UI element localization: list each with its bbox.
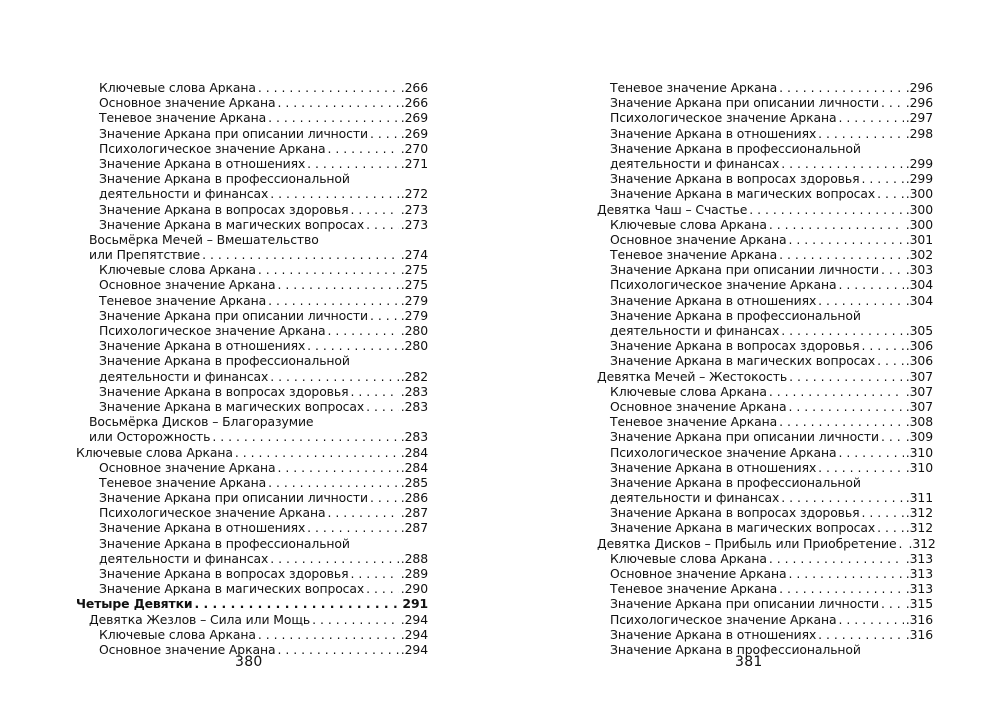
toc-entry-title: Психологическое значение Аркана [99, 140, 326, 156]
toc-entry [76, 475, 428, 490]
toc-entry-page: .275 [400, 262, 428, 278]
dot-leader [781, 156, 904, 171]
toc-entry [76, 505, 428, 520]
toc-entry-page: .299 [905, 155, 933, 171]
toc-entry-title: Ключевые слова Аркана [76, 444, 233, 460]
dot-leader [877, 353, 904, 368]
toc-entry-page: .298 [905, 125, 933, 141]
toc-entry [76, 277, 428, 292]
toc-entry-title: Значение Аркана в магических вопросах [610, 186, 876, 202]
toc-entry-title: Значение Аркана при описании личности [610, 95, 879, 111]
toc-entry [597, 581, 933, 596]
toc-entry [76, 232, 428, 247]
toc-entry-page: .310 [905, 459, 933, 475]
toc-entry-title: или Осторожность [89, 429, 211, 445]
toc-entry [597, 475, 933, 490]
toc-entry-page: .283 [400, 398, 428, 414]
toc-entry [76, 95, 428, 110]
toc-entry-title: Ключевые слова Аркана [99, 626, 256, 642]
toc-entry-title: Значение Аркана при описании личности [99, 490, 368, 506]
dot-leader [258, 627, 399, 642]
toc-entry-title: Теневое значение Аркана [610, 581, 778, 597]
toc-entry-page: .290 [400, 581, 428, 597]
toc-entry-page: .284 [400, 444, 428, 460]
toc-entry-title: Значение Аркана в профессиональной [610, 641, 861, 657]
toc-entry [76, 217, 428, 232]
toc-entry [76, 202, 428, 217]
toc-entry-page: .279 [400, 307, 428, 323]
toc-entry-page: .315 [905, 596, 933, 612]
toc-entry [597, 247, 933, 262]
toc-entry-page: .294 [400, 641, 428, 657]
toc-entry-title: Значение Аркана в вопросах здоровья [99, 201, 349, 217]
toc-entry-page: .287 [400, 520, 428, 536]
toc-entry-page: .299 [905, 171, 933, 187]
toc-entry-title: Значение Аркана в профессиональной [99, 171, 350, 187]
toc-entry-title: Значение Аркана в магических вопросах [99, 398, 365, 414]
toc-entry [76, 338, 428, 353]
dot-leader [839, 110, 904, 125]
toc-entry-page: .296 [905, 95, 933, 111]
toc-entry-page: .266 [400, 80, 428, 95]
dot-leader [370, 308, 399, 323]
toc-entry-page: .307 [905, 398, 933, 414]
dot-leader [877, 186, 904, 201]
toc-entry-title: Теневое значение Аркана [610, 247, 778, 263]
dot-leader [366, 217, 399, 232]
toc-entry-page: .282 [400, 368, 428, 384]
toc-entry-page: .294 [400, 611, 428, 627]
toc-entry-title: Значение Аркана в вопросах здоровья [610, 171, 860, 187]
toc-entry-page: .285 [400, 474, 428, 490]
toc-entry-page: .296 [905, 80, 933, 95]
dot-leader [277, 277, 398, 292]
toc-entry-title: Ключевые слова Аркана [99, 262, 256, 278]
left-page-number: 380 [235, 654, 263, 670]
toc-entry [597, 566, 933, 581]
toc-entry [76, 520, 428, 535]
dot-leader [277, 95, 398, 110]
toc-entry-page: .274 [400, 247, 428, 263]
toc-entry-title: Значение Аркана в отношениях [610, 626, 817, 642]
toc-entry-page: .302 [905, 247, 933, 263]
toc-entry [597, 95, 933, 110]
toc-entry-title: Основное значение Аркана [99, 641, 276, 657]
toc-entry-title: Основное значение Аркана [99, 95, 276, 111]
toc-entry-page: .269 [400, 110, 428, 126]
dot-leader [839, 445, 904, 460]
dot-leader [350, 566, 398, 581]
toc-entry-title: Ключевые слова Аркана [610, 216, 767, 232]
toc-entry [597, 308, 933, 323]
toc-entry-title: Значение Аркана в профессиональной [610, 307, 861, 323]
dot-leader [749, 202, 904, 217]
toc-entry-title: Значение Аркана в отношениях [99, 520, 306, 536]
toc-entry-page: .313 [905, 581, 933, 597]
toc-entry-page: .300 [905, 216, 933, 232]
dot-leader [366, 399, 399, 414]
dot-leader [328, 505, 399, 520]
toc-entry [76, 369, 428, 384]
dot-leader [788, 566, 903, 581]
toc-entry [76, 323, 428, 338]
toc-entry-page: .275 [400, 277, 428, 293]
dot-leader [328, 141, 399, 156]
right-toc-list [597, 80, 936, 657]
dot-leader [277, 460, 398, 475]
toc-entry-page: .316 [905, 611, 933, 627]
dot-leader [328, 323, 399, 338]
toc-entry-page: .266 [400, 95, 428, 111]
toc-entry [76, 80, 428, 95]
toc-entry [597, 460, 933, 475]
toc-entry [597, 110, 933, 125]
toc-entry [597, 642, 933, 657]
toc-entry-title: Девятка Чаш – Счастье [597, 201, 748, 217]
dot-leader [258, 262, 399, 277]
toc-entry-page: .312 [905, 520, 933, 536]
toc-entry [597, 262, 933, 277]
toc-entry [597, 612, 933, 627]
toc-entry-page: .316 [905, 626, 933, 642]
toc-entry-title: Девятка Дисков – Прибыль или Приобретение [597, 535, 897, 551]
dot-leader [370, 490, 399, 505]
dot-leader [779, 581, 904, 596]
dot-leader [788, 399, 903, 414]
toc-entry-title: деятельности и финансах [99, 368, 269, 384]
toc-entry [76, 186, 428, 201]
toc-entry [597, 551, 933, 566]
toc-entry [76, 141, 428, 156]
toc-entry-title: Значение Аркана в магических вопросах [610, 353, 876, 369]
toc-entry [597, 627, 933, 642]
toc-entry-page: .309 [905, 429, 933, 445]
toc-entry [597, 277, 933, 292]
toc-entry [597, 338, 933, 353]
toc-entry-title: Теневое значение Аркана [99, 110, 267, 126]
toc-entry [76, 353, 428, 368]
toc-entry-title: Теневое значение Аркана [610, 80, 778, 95]
toc-entry-page: .289 [400, 566, 428, 581]
toc-entry-page: .300 [905, 186, 933, 202]
toc-entry-page: .283 [400, 429, 428, 445]
toc-entry-title: Значение Аркана при описании личности [610, 429, 879, 445]
dot-leader [839, 277, 904, 292]
toc-entry [597, 384, 933, 399]
dot-leader [818, 627, 904, 642]
toc-entry-title: Значение Аркана в магических вопросах [99, 581, 365, 597]
dot-leader [788, 232, 903, 247]
toc-entry-page: .287 [400, 505, 428, 521]
toc-entry-page: 291 [402, 596, 428, 612]
toc-entry [597, 535, 936, 551]
right-page [597, 80, 936, 657]
toc-entry [76, 414, 428, 429]
toc-entry-title: Психологическое значение Аркана [99, 323, 326, 338]
toc-entry [597, 445, 933, 460]
toc-entry-title: деятельности и финансах [610, 490, 780, 506]
toc-entry [597, 232, 933, 247]
toc-entry-page: .269 [400, 125, 428, 141]
toc-entry [76, 627, 428, 642]
toc-entry [597, 399, 933, 414]
toc-entry [597, 429, 933, 444]
dot-leader [769, 551, 904, 566]
toc-entry-page: .283 [400, 383, 428, 399]
dot-leader [307, 338, 399, 353]
dot-leader [769, 217, 904, 232]
toc-entry-title: Теневое значение Аркана [99, 474, 267, 490]
toc-entry-title: Восьмёрка Дисков – Благоразумие [89, 414, 314, 430]
toc-entry-title: Значение Аркана в отношениях [610, 292, 817, 308]
toc-entry-title: Значение Аркана в вопросах здоровья [99, 566, 349, 581]
toc-entry-title: Основное значение Аркана [610, 398, 787, 414]
toc-entry-title: Ключевые слова Аркана [610, 383, 767, 399]
toc-entry-title: Психологическое значение Аркана [610, 110, 837, 126]
dot-leader [235, 445, 399, 460]
dot-leader [769, 384, 904, 399]
toc-entry-page: .280 [400, 338, 428, 354]
toc-entry-page: .313 [905, 566, 933, 581]
toc-entry [76, 445, 428, 460]
dot-leader [839, 612, 904, 627]
toc-entry [76, 293, 428, 308]
dot-leader [268, 293, 399, 308]
dot-leader [270, 186, 399, 201]
toc-entry-page: .303 [905, 262, 933, 278]
toc-entry-page: .308 [905, 414, 933, 430]
dot-leader [877, 520, 904, 535]
toc-entry-title: Значение Аркана в отношениях [610, 125, 817, 141]
toc-entry [76, 551, 428, 566]
toc-entry-title: Значение Аркана в вопросах здоровья [610, 338, 860, 354]
toc-entry-title: Ключевые слова Аркана [610, 550, 767, 566]
toc-entry [597, 80, 933, 95]
dot-leader [370, 126, 399, 141]
dot-leader [212, 429, 398, 444]
toc-entry-page: .306 [905, 338, 933, 354]
toc-entry-title: Значение Аркана при описании личности [610, 596, 879, 612]
toc-entry [76, 308, 428, 323]
toc-entry [597, 156, 933, 171]
dot-leader [270, 369, 399, 384]
toc-entry-title: Значение Аркана при описании личности [99, 307, 368, 323]
toc-entry-title: Значение Аркана в профессиональной [99, 535, 350, 551]
dot-leader [861, 505, 903, 520]
toc-entry-title: Значение Аркана в вопросах здоровья [610, 505, 860, 521]
toc-entry-title: Значение Аркана в магических вопросах [610, 520, 876, 536]
dot-leader [277, 642, 398, 657]
toc-entry-page: .286 [400, 490, 428, 506]
dot-leader [881, 596, 904, 611]
toc-entry-page: .270 [400, 140, 428, 156]
dot-leader [781, 323, 904, 338]
toc-entry-page: .306 [905, 353, 933, 369]
toc-entry-title: деятельности и финансах [99, 186, 269, 202]
toc-entry-page: .297 [905, 110, 933, 126]
toc-entry-page: .312 [905, 505, 933, 521]
toc-entry-title: деятельности и финансах [610, 155, 780, 171]
toc-entry-title: Психологическое значение Аркана [99, 505, 326, 521]
toc-entry-page: .313 [905, 550, 933, 566]
dot-leader [779, 80, 904, 95]
left-toc-list [76, 80, 428, 657]
toc-entry [597, 369, 933, 384]
toc-chapter [76, 596, 428, 611]
toc-entry [76, 612, 428, 627]
toc-entry-page: .307 [905, 383, 933, 399]
toc-entry-page: .280 [400, 323, 428, 338]
toc-entry-title: Значение Аркана в магических вопросах [99, 216, 365, 232]
toc-entry [76, 384, 428, 399]
toc-entry [597, 520, 933, 535]
toc-entry-title: Значение Аркана в отношениях [610, 459, 817, 475]
toc-entry-page: .273 [400, 216, 428, 232]
toc-entry [76, 581, 428, 596]
dot-leader [268, 110, 399, 125]
toc-entry [597, 323, 933, 338]
toc-entry [597, 186, 933, 201]
toc-entry-page: .311 [905, 490, 933, 506]
toc-entry [597, 217, 933, 232]
toc-entry [597, 596, 933, 611]
toc-entry-page: .310 [905, 444, 933, 460]
toc-entry-title: Значение Аркана в профессиональной [610, 474, 861, 490]
toc-entry-title: Психологическое значение Аркана [610, 611, 837, 627]
toc-entry-title: Теневое значение Аркана [99, 292, 267, 308]
toc-entry [597, 202, 933, 217]
dot-leader [818, 126, 904, 141]
toc-entry-title: деятельности и финансах [99, 550, 269, 566]
dot-leader [861, 338, 903, 353]
toc-entry-title: Основное значение Аркана [610, 566, 787, 581]
toc-entry [76, 110, 428, 125]
toc-entry-page: .307 [905, 368, 933, 384]
dot-leader [312, 612, 399, 627]
toc-entry [76, 171, 428, 186]
toc-entry-title: Девятка Мечей – Жестокость [597, 368, 788, 384]
toc-entry [597, 414, 933, 429]
dot-leader [881, 95, 904, 110]
toc-entry-page: .271 [400, 155, 428, 171]
toc-entry [76, 429, 428, 444]
toc-entry-page: .272 [400, 186, 428, 202]
toc-entry-title: Психологическое значение Аркана [610, 444, 837, 460]
dot-leader [779, 414, 904, 429]
dot-leader [899, 536, 907, 551]
dot-leader [350, 384, 398, 399]
toc-entry-page: .300 [905, 201, 933, 217]
toc-entry-title: Четыре Девятки [76, 596, 193, 612]
toc-entry-title: Значение Аркана при описании личности [610, 262, 879, 278]
dot-leader [781, 490, 904, 505]
toc-entry-page: .304 [905, 277, 933, 293]
dot-leader [366, 581, 399, 596]
toc-entry-title: Основное значение Аркана [99, 459, 276, 475]
toc-entry-title: Основное значение Аркана [610, 231, 787, 247]
toc-entry-page: .273 [400, 201, 428, 217]
toc-entry [76, 460, 428, 475]
toc-entry-title: Теневое значение Аркана [610, 414, 778, 430]
toc-entry-title: Восьмёрка Мечей – Вмешательство [89, 231, 319, 247]
toc-entry [76, 262, 428, 277]
toc-entry-page: .305 [905, 323, 933, 338]
toc-entry-page: .294 [400, 626, 428, 642]
dot-leader [258, 80, 399, 95]
toc-entry-title: Значение Аркана в профессиональной [99, 353, 350, 369]
toc-entry [76, 536, 428, 551]
toc-entry-title: Значение Аркана при описании личности [99, 125, 368, 141]
toc-entry-page: .301 [905, 231, 933, 247]
dot-leader [307, 520, 399, 535]
toc-entry-page: .279 [400, 292, 428, 308]
toc-entry-page: .304 [905, 292, 933, 308]
toc-entry-page: .312 [908, 535, 936, 551]
toc-entry-title: деятельности и финансах [610, 323, 780, 338]
dot-leader [881, 429, 904, 444]
toc-entry [76, 490, 428, 505]
toc-entry [597, 293, 933, 308]
toc-entry [597, 126, 933, 141]
toc-entry [76, 156, 428, 171]
toc-entry-page: .288 [400, 550, 428, 566]
toc-entry-title: Значение Аркана в профессиональной [610, 140, 861, 156]
dot-leader [818, 460, 904, 475]
toc-entry [76, 126, 428, 141]
left-page [76, 80, 428, 657]
toc-entry-title: Психологическое значение Аркана [610, 277, 837, 293]
toc-entry-title: Значение Аркана в отношениях [99, 338, 306, 354]
dot-leader [789, 369, 904, 384]
toc-entry-title: Значение Аркана в вопросах здоровья [99, 383, 349, 399]
dot-leader [307, 156, 399, 171]
toc-entry [76, 566, 428, 581]
dot-leader [268, 475, 399, 490]
dot-leader [818, 293, 904, 308]
toc-entry [597, 141, 933, 156]
dot-leader [350, 202, 398, 217]
toc-entry [76, 399, 428, 414]
dot-leader [861, 171, 903, 186]
toc-entry-title: Девятка Жезлов – Сила или Мощь [89, 611, 311, 627]
toc-entry [597, 505, 933, 520]
dot-leader [270, 551, 399, 566]
toc-entry [597, 490, 933, 505]
dot-leader [881, 262, 904, 277]
toc-entry [597, 353, 933, 368]
toc-entry [76, 247, 428, 262]
dot-leader [195, 596, 401, 611]
toc-entry [597, 171, 933, 186]
toc-entry-title: Ключевые слова Аркана [99, 80, 256, 95]
dot-leader [779, 247, 904, 262]
right-page-number: 381 [735, 654, 763, 670]
toc-entry-title: Значение Аркана в отношениях [99, 155, 306, 171]
toc-entry-title: Основное значение Аркана [99, 277, 276, 293]
toc-entry-title: или Препятствие [89, 247, 201, 263]
dot-leader [202, 247, 399, 262]
toc-entry-page: .284 [400, 459, 428, 475]
